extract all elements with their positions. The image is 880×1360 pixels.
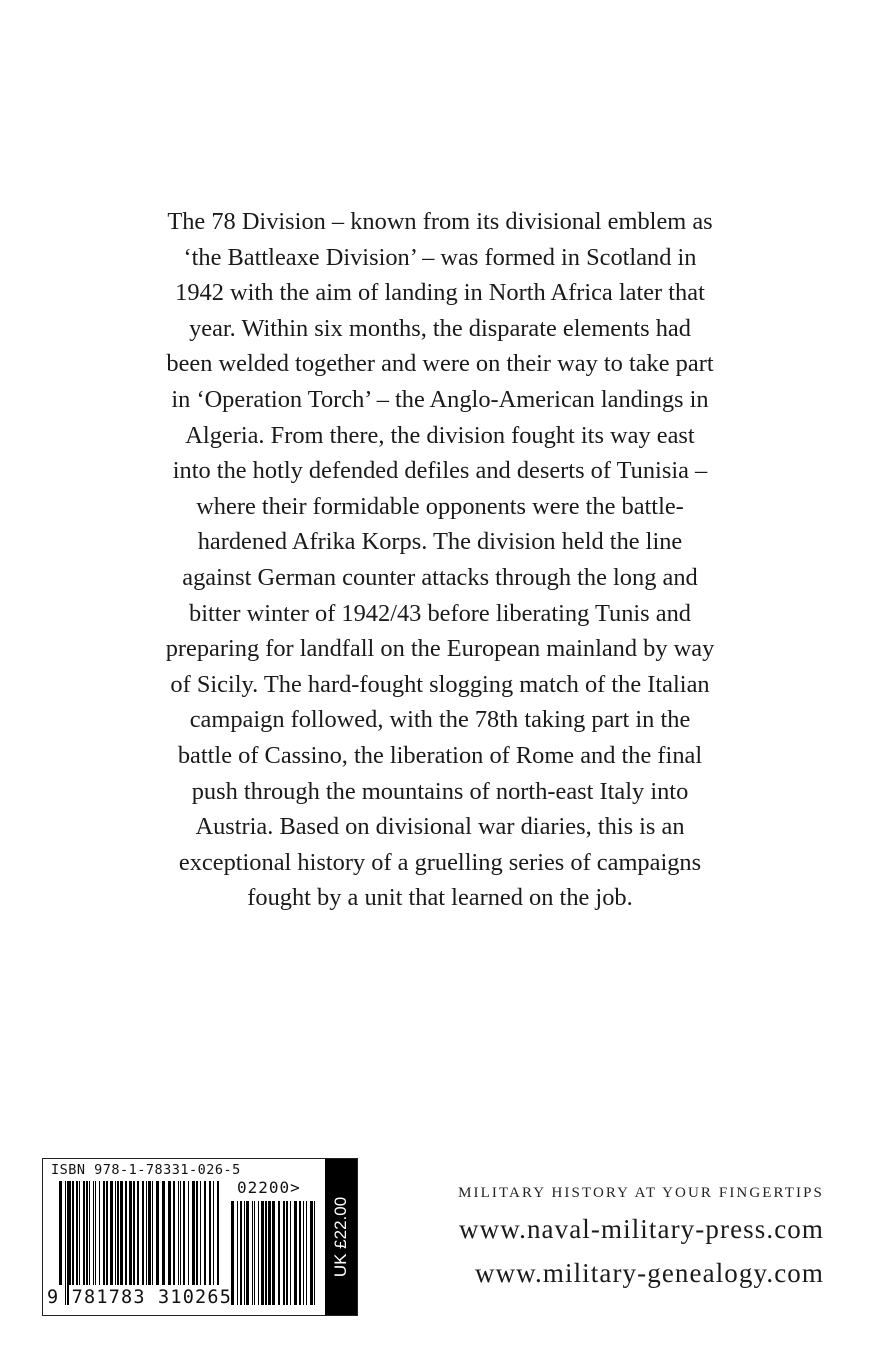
barcode-bar	[240, 1201, 242, 1305]
barcode-bar	[246, 1201, 249, 1305]
barcode-bar	[133, 1181, 135, 1285]
barcode-bar	[272, 1201, 275, 1305]
blurb-line: bitter winter of 1942/43 before liberating Tunis and	[189, 599, 691, 627]
barcode-bar	[306, 1201, 307, 1305]
publisher-tagline: MILITARY HISTORY AT YOUR FINGERTIPS	[458, 1185, 824, 1201]
barcode-bar	[192, 1181, 195, 1285]
barcode-bar	[258, 1201, 259, 1305]
blurb-line: hardened Afrika Korps. The division held the line	[197, 528, 683, 556]
barcode-bar	[89, 1181, 90, 1285]
barcode-bar	[76, 1181, 78, 1285]
barcode-bar	[110, 1181, 113, 1285]
barcode-bar	[213, 1181, 214, 1285]
blurb-line: Austria. Based on divisional war diaries, this is an	[195, 813, 685, 841]
price-label: UK £22.00	[331, 1196, 350, 1278]
barcode-bar	[299, 1201, 301, 1305]
blurb-line: ‘the Battleaxe Division’ – was formed in Scotland in	[183, 243, 697, 271]
barcode-bar	[59, 1181, 62, 1285]
blurb-line: preparing for landfall on the European mainland by way	[165, 635, 715, 663]
barcode-bar	[93, 1181, 94, 1285]
barcode-bar	[83, 1181, 85, 1285]
barcode-bar	[178, 1181, 179, 1285]
barcode-bar	[146, 1181, 147, 1285]
barcode-bar	[290, 1201, 291, 1305]
blurb-line: battle of Cassino, the liberation of Rome and the final	[177, 741, 703, 769]
barcode-bar	[303, 1201, 304, 1305]
blurb-line: campaign followed, with the 78th taking part in the	[189, 706, 691, 734]
isbn-label: ISBN 978-1-78331-026-5	[51, 1162, 241, 1178]
barcode-bar	[148, 1181, 151, 1285]
barcode-bar	[310, 1201, 313, 1305]
barcode-bar	[162, 1181, 165, 1285]
barcode-addon-digits: 02200>	[237, 1178, 301, 1197]
barcode-bar	[156, 1181, 159, 1285]
blurb-line: been welded together and were on their way to take part	[166, 350, 714, 378]
barcode-bar	[217, 1181, 219, 1285]
barcode-bar	[95, 1181, 96, 1285]
barcode-bar	[168, 1181, 171, 1285]
blurb-line: in ‘Operation Torch’ – the Anglo-American landings in	[171, 385, 709, 413]
barcode-bar	[237, 1201, 238, 1305]
barcode-bar	[265, 1201, 267, 1305]
barcode-bar	[183, 1181, 185, 1285]
genealogy-website-link[interactable]: www.military-genealogy.com	[474, 1258, 824, 1288]
barcode-bar	[254, 1201, 255, 1305]
barcode-box	[42, 1158, 358, 1316]
barcode-bar	[173, 1181, 175, 1285]
barcode-bar	[268, 1201, 271, 1305]
price-band	[325, 1159, 357, 1315]
blurb-line: The 78 Division – known from its divisional emblem as	[167, 208, 713, 235]
barcode-bar	[278, 1201, 280, 1305]
barcode-bar	[72, 1181, 74, 1285]
barcode-bar	[294, 1201, 297, 1305]
barcode-bar	[86, 1181, 88, 1285]
barcode-bar	[103, 1181, 105, 1285]
barcode-bar	[152, 1181, 153, 1285]
blurb-line: of Sicily. The hard-fought slogging match of the Italian	[170, 670, 710, 698]
barcode-bar	[129, 1181, 132, 1285]
barcode-bar	[204, 1181, 206, 1285]
barcode-bar	[314, 1201, 315, 1305]
barcode-bar	[137, 1181, 139, 1285]
barcode-bar	[286, 1201, 288, 1305]
blurb-line: exceptional history of a gruelling series of campaigns	[178, 848, 702, 876]
blurb-line: where their formidable opponents were the battle-	[196, 492, 684, 520]
barcode-bar	[180, 1181, 181, 1285]
barcode-bar	[188, 1181, 189, 1285]
barcode-bar	[200, 1181, 201, 1285]
barcode-bar	[244, 1201, 245, 1305]
barcode-bar	[261, 1201, 264, 1305]
barcode-bar	[283, 1201, 285, 1305]
blurb-line: 1942 with the aim of landing in North Africa later that	[175, 279, 705, 307]
barcode-digits: 9 781783 310265	[47, 1287, 233, 1308]
barcode-bar	[142, 1181, 144, 1285]
blurb-line: fought by a unit that learned on the job.	[247, 884, 633, 912]
barcode-bar	[125, 1181, 127, 1285]
blurb-line: year. Within six months, the disparate elements had	[189, 314, 691, 342]
barcode-bar	[196, 1181, 198, 1285]
barcode-bar	[99, 1181, 100, 1285]
barcode-bar	[115, 1181, 116, 1285]
barcode-bar	[106, 1181, 108, 1285]
blurb-line: into the hotly defended defiles and deserts of Tunisia –	[172, 457, 708, 485]
barcode-bar	[79, 1181, 80, 1285]
barcode-bar	[120, 1181, 123, 1285]
blurb-line: push through the mountains of north-east Italy into	[191, 777, 689, 805]
blurb-text	[120, 204, 760, 916]
barcode-bar	[117, 1181, 119, 1285]
barcode-bar	[209, 1181, 211, 1285]
publisher-website-link[interactable]: www.naval-military-press.com	[459, 1214, 824, 1244]
barcode-bar	[252, 1201, 253, 1305]
blurb-line: Algeria. From there, the division fought its way east	[185, 421, 695, 449]
blurb-line: against German counter attacks through the long and	[182, 563, 698, 591]
